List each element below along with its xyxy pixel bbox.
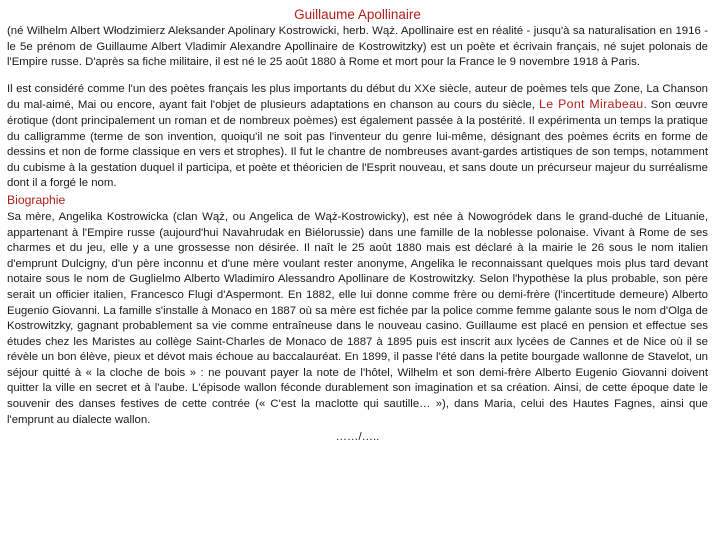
biographie-heading: Biographie [7,192,66,207]
importance-text-end: . Son œuvre érotique (dont principalement un roman et de nombreux poèmes) est également passée à la postérité. Il expérimenta un temps la pratique du calligramme (terme de son invention, quoiqu'il ne soit pas l'inventeur du genre lui-même, désignant des poèmes écrits en forme de dessins et non de forme classique en vers et strophes). Il fut le chantre de nombreuses avant-gardes artistiques de son temps, notamment du cubisme à la gestation duquel il participa, et poète et théoricien de l'Esprit nouveau, et sans doute un précurseur majeur du surréalisme dont il a forgé le nom. [7,99,709,190]
continuation-marker: ……/….. [335,431,380,444]
importance-text-start: Il est considéré comme l'un des poètes français les plus importants du début du XXe siècle, auteur de poèmes tels que Zone, La Chanson du mal-aimé, Mai ou encore, ayant fait l'objet de plusieurs adaptations en chanson au cours du siècle, [7,82,708,112]
pont-mirabeau-link[interactable]: Le Pont Mirabeau [539,97,644,112]
intro-paragraph: (né Wilhelm Albert Włodzimierz Aleksander Apolinary Kostrowicki, herb. Wąż. Apollinaire est en réalité - jusqu'à sa naturalisation en 1916 - le 5e prénom de Guillaume Albert Vladimir Alexandre Apollinaire de Kostrowitzky) est un poète et écrivain français, né sujet polonais de l'Empire russe. D'après sa fiche militaire, il est né le 25 août 1880 à Rome et mort pour la France le 9 novembre 1918 à Paris. [7,25,708,69]
paragraph-spacer [7,71,708,82]
importance-paragraph [7,82,708,192]
biography-paragraph: Sa mère, Angelika Kostrowicka (clan Wąż, ou Angelica de Wąż-Kostrowicky), est née à Nowogródek dans le grand-duché de Lituanie, appartenant à l'Empire russe (aujourd'hui Navahrudak en Biélorussie) dans une famille de la noblesse polonaise. Vivant à Rome de ses charmes et du jeu, elle y a une grossesse non désirée. Il naît le 25 août 1880 mais est déclaré à la mairie le 26 sous le nom italien d'emprunt Dulcigny, d'un père inconnu et d'une mère voulant rester anonyme, Angelika le reconnaissant quelques mois plus tard devant notaire sous le nom de Guglielmo Alberto Wladimiro Alessandro Apollinare de Kostrowitzky. Selon l'hypothèse la plus probable, son père serait un officier italien, Francesco Flugi d'Aspermont. En 1882, elle lui donne comme frère ou demi-frère (l'incertitude demeure) Alberto Eugenio Giovanni. La famille s'installe à Monaco en 1887 où sa mère est fichée par la police comme femme galante sous le nom d'Olga de Kostrowitzky, gagnant probablement sa vie comme entraîneuse dans le nouveau casino. Guillaume est placé en pension et effectue ses études chez les Maristes au collège Saint-Charles de Monaco de 1887 à 1895 puis est inscrit aux lycées de Cannes et de Nice où il se révèle un bon élève, pieux et dévot mais échoue au baccalauréat. En 1899, il passe l'été dans la petite bourgade wallonne de Stavelot, un séjour quitté à « la cloche de bois » : ne pouvant payer la note de l'hôtel, Wilhelm et son demi-frère Alberto Eugenio Giovanni doivent quitter la ville en secret et à l'aube. L'épisode wallon féconde durablement son imagination et sa création. Ainsi, de cette époque date le souvenir des danses festives de cette contrée (« C'est la maclotte qui sautille… »), dans Maria, celui des Hautes Fagnes, ainsi que l'emprunt au dialecte wallon. [7,210,708,426]
page-title: Guillaume Apollinaire [294,7,421,22]
